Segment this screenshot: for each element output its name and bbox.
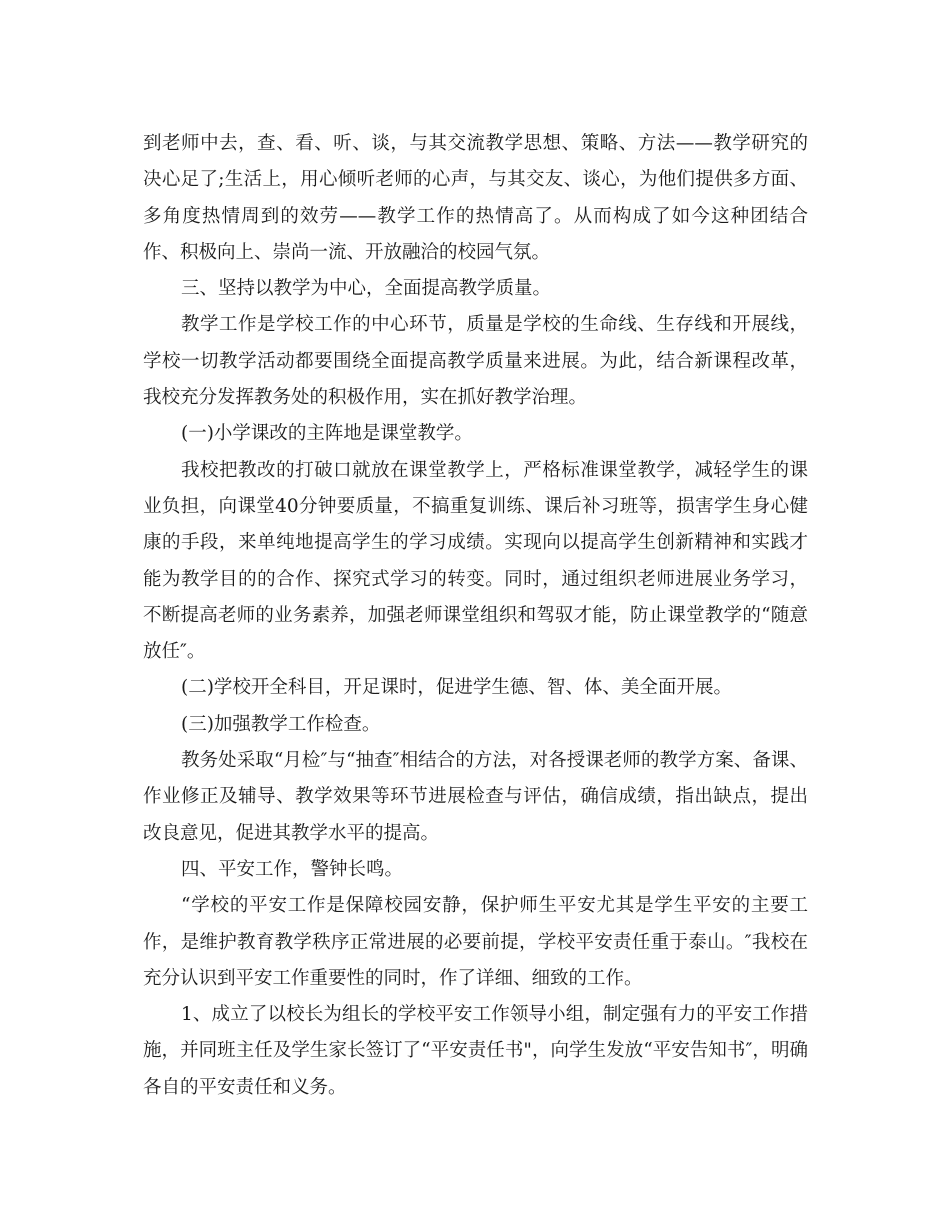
paragraph-5: 我校把教改的打破口就放在课堂教学上，严格标准课堂教学，减轻学生的课业负担，向课堂40分钟要质量，不搞重复训练、课后补习班等，损害学生身心健康的手段，来单纯地提高学生的学习成绩。实现向以提高学生创新精神和实践才能为教学目的的合作、探究式学习的转变。同时，通过组织老师进展业务学习，不断提高老师的业务素养，加强老师课堂组织和驾驭才能，防止课堂教学的“随意放任″。 bbox=[143, 459, 808, 663]
section-heading-teaching-center: 三、坚持以教学为中心，全面提高教学质量。 bbox=[181, 278, 552, 300]
section-heading-safety: 四、平安工作，警钟长鸣。 bbox=[181, 858, 404, 880]
paragraph-11: 1、成立了以校长为组长的学校平安工作领导小组，制定强有力的平安工作措施，并同班主任及学生家长签订了“平安责任书"，向学生发放“平安告知书″，明确各自的平安责任和义务。 bbox=[143, 1004, 808, 1098]
paragraph-1: 到老师中去，查、看、听、谈，与其交流教学思想、策略、方法——教学研究的决心足了;生活上，用心倾听老师的心声，与其交友、谈心，为他们提供多方面、多角度热情周到的效劳——教学工作的热情高了。从而构成了如今这种团结合作、积极向上、崇尚一流、开放融洽的校园气氛。 bbox=[143, 133, 808, 263]
document-body bbox=[143, 126, 808, 1106]
subheading-classroom-teaching: (一)小学课改的主阵地是课堂教学。 bbox=[181, 423, 473, 445]
paragraph-8: 教务处采取“月检″与“抽查″相结合的方法，对各授课老师的教学方案、备课、作业修正及辅导、教学效果等环节进展检查与评估，确信成绩，指出缺点，提出改良意见，促进其教学水平的提高。 bbox=[143, 750, 808, 844]
paragraph-10: “学校的平安工作是保障校园安静，保护师生平安尤其是学生平安的主要工作，是维护教育教学秩序正常进展的必要前提，学校平安责任重于泰山。″我校在充分认识到平安工作重要性的同时，作了详细、细致的工作。 bbox=[143, 895, 808, 989]
subheading-full-subjects: (二)学校开全科目，开足课时，促进学生德、智、体、美全面开展。 bbox=[181, 677, 732, 699]
paragraph-3: 教学工作是学校工作的中心环节，质量是学校的生命线、生存线和开展线，学校一切教学活动都要围绕全面提高教学质量来进展。为此，结合新课程改革，我校充分发挥教务处的积极作用，实在抓好教学治理。 bbox=[143, 314, 808, 409]
subheading-teaching-inspection: (三)加强教学工作检查。 bbox=[181, 713, 381, 735]
